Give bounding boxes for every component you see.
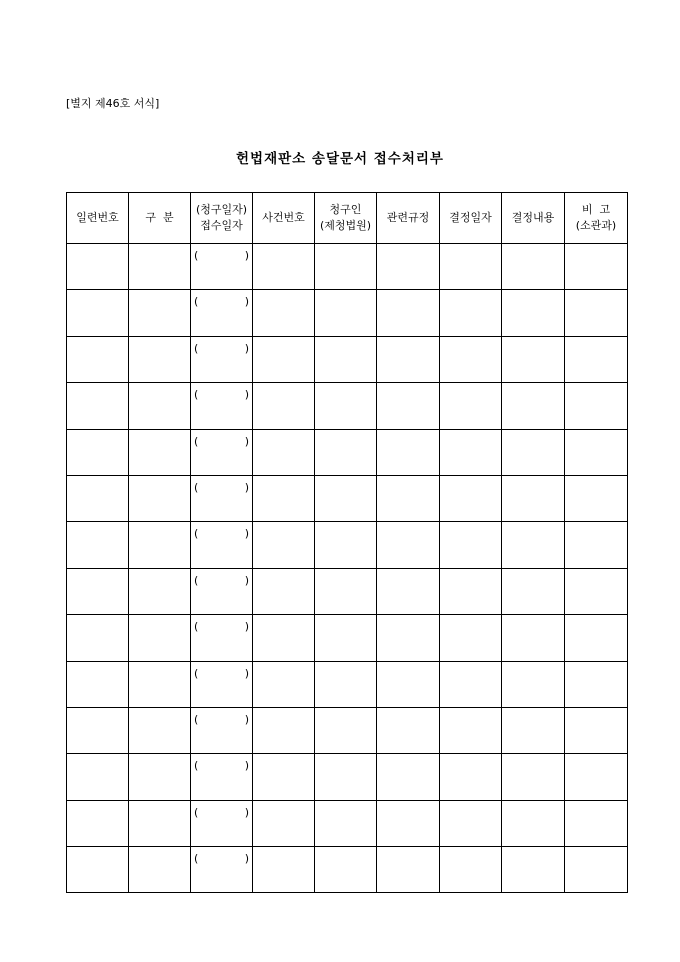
table-cell[interactable] — [565, 615, 628, 661]
table-cell[interactable] — [565, 383, 628, 429]
col-related-provisions: 관련규정 — [377, 193, 440, 244]
table-cell[interactable] — [129, 754, 191, 800]
table-cell[interactable] — [253, 383, 315, 429]
table-cell[interactable] — [502, 707, 565, 753]
table-cell[interactable] — [377, 568, 440, 614]
ledger-table — [66, 192, 628, 893]
table-cell[interactable] — [129, 522, 191, 568]
table-cell[interactable] — [377, 707, 440, 753]
table-cell[interactable] — [191, 429, 253, 475]
paren-close: ) — [244, 759, 249, 773]
table-cell[interactable] — [253, 754, 315, 800]
table-cell[interactable] — [67, 383, 129, 429]
table-cell[interactable] — [377, 800, 440, 846]
table-cell[interactable] — [565, 475, 628, 521]
table-cell[interactable] — [129, 244, 191, 290]
table-cell[interactable] — [440, 707, 502, 753]
claim-date-parentheses — [191, 754, 252, 774]
claim-date-parentheses — [191, 615, 252, 635]
claim-date-parentheses — [191, 569, 252, 589]
table-cell[interactable] — [377, 383, 440, 429]
paren-open: ( — [194, 249, 199, 262]
table-cell[interactable] — [565, 707, 628, 753]
table-cell[interactable] — [315, 707, 377, 753]
table-cell[interactable] — [440, 661, 502, 707]
table-cell[interactable] — [129, 661, 191, 707]
table-cell[interactable] — [191, 522, 253, 568]
col-receipt-date: (청구일자) 접수일자 — [191, 193, 253, 244]
table-cell[interactable] — [315, 244, 377, 290]
claim-date-parentheses — [191, 662, 252, 682]
header-row — [67, 193, 628, 244]
table-cell[interactable] — [565, 847, 628, 893]
claim-date-parentheses — [191, 801, 252, 821]
table-cell[interactable] — [67, 475, 129, 521]
table-row — [67, 336, 628, 382]
paren-close: ) — [244, 341, 249, 355]
table-row — [67, 475, 628, 521]
paren-close: ) — [244, 620, 249, 634]
table-cell[interactable] — [315, 847, 377, 893]
table-cell[interactable] — [440, 800, 502, 846]
table-cell[interactable] — [502, 383, 565, 429]
paren-open: ( — [194, 434, 199, 448]
table-row — [67, 244, 628, 290]
col-case-number: 사건번호 — [253, 193, 315, 244]
table-cell[interactable] — [377, 336, 440, 382]
table-cell[interactable] — [67, 661, 129, 707]
table-cell[interactable] — [253, 244, 315, 290]
table-cell[interactable] — [377, 429, 440, 475]
table-cell[interactable] — [565, 754, 628, 800]
table-cell[interactable] — [315, 522, 377, 568]
table-cell[interactable] — [191, 568, 253, 614]
table-row — [67, 568, 628, 614]
col-decision-date: 결정일자 — [440, 193, 502, 244]
table-cell[interactable] — [440, 568, 502, 614]
paren-close: ) — [244, 666, 249, 680]
table-cell[interactable] — [565, 568, 628, 614]
table-cell[interactable] — [253, 847, 315, 893]
table-cell[interactable] — [253, 475, 315, 521]
table-cell[interactable] — [315, 429, 377, 475]
table-cell[interactable] — [315, 336, 377, 382]
table-row — [67, 429, 628, 475]
table-cell[interactable] — [129, 800, 191, 846]
table-cell[interactable] — [502, 290, 565, 336]
page-title: 헌법재판소 송달문서 접수처리부 — [236, 151, 444, 167]
table-cell[interactable] — [253, 707, 315, 753]
table-cell[interactable] — [191, 847, 253, 893]
paren-open: ( — [194, 805, 199, 819]
table-cell[interactable] — [129, 568, 191, 614]
col-serial-number: 일련번호 — [67, 193, 129, 244]
table-cell[interactable] — [377, 244, 440, 290]
claim-date-parentheses — [191, 244, 252, 264]
paren-open: ( — [194, 388, 199, 402]
paren-open: ( — [194, 341, 199, 355]
paren-close: ) — [244, 249, 249, 262]
table-cell[interactable] — [502, 244, 565, 290]
table-cell[interactable] — [565, 336, 628, 382]
table-row — [67, 383, 628, 429]
table-row — [67, 290, 628, 336]
table-row — [67, 522, 628, 568]
table-cell[interactable] — [502, 568, 565, 614]
table-cell[interactable] — [315, 615, 377, 661]
table-cell[interactable] — [440, 429, 502, 475]
table-cell[interactable] — [440, 615, 502, 661]
table-cell[interactable] — [565, 661, 628, 707]
claim-date-parentheses — [191, 847, 252, 867]
table-cell[interactable] — [565, 800, 628, 846]
paren-close: ) — [244, 480, 249, 494]
claim-date-parentheses — [191, 383, 252, 403]
table-cell[interactable] — [315, 754, 377, 800]
table-cell[interactable] — [67, 522, 129, 568]
table-cell[interactable] — [502, 336, 565, 382]
table-cell[interactable] — [315, 290, 377, 336]
table-cell[interactable] — [315, 568, 377, 614]
paren-open: ( — [194, 573, 199, 587]
paren-close: ) — [244, 852, 249, 866]
claim-date-parentheses — [191, 522, 252, 542]
form-label: [별지 제46호 서식] — [66, 97, 160, 110]
table-cell[interactable] — [67, 847, 129, 893]
paren-open: ( — [194, 527, 199, 541]
table-cell[interactable] — [67, 290, 129, 336]
table-cell[interactable] — [253, 568, 315, 614]
table-cell[interactable] — [502, 429, 565, 475]
col-category: 구 분 — [129, 193, 191, 244]
table-cell[interactable] — [565, 522, 628, 568]
table-cell[interactable] — [253, 336, 315, 382]
table-cell[interactable] — [129, 615, 191, 661]
table-cell[interactable] — [377, 661, 440, 707]
table-cell[interactable] — [191, 383, 253, 429]
table-cell[interactable] — [440, 244, 502, 290]
paren-close: ) — [244, 712, 249, 726]
table-cell[interactable] — [440, 383, 502, 429]
table-cell[interactable] — [502, 754, 565, 800]
table-cell[interactable] — [253, 800, 315, 846]
table-cell[interactable] — [67, 244, 129, 290]
paren-open: ( — [194, 712, 199, 726]
table-cell[interactable] — [129, 383, 191, 429]
paren-close: ) — [244, 527, 249, 541]
table-cell[interactable] — [315, 475, 377, 521]
paren-close: ) — [244, 388, 249, 402]
table-cell[interactable] — [377, 290, 440, 336]
table-cell[interactable] — [67, 754, 129, 800]
table-row — [67, 707, 628, 753]
paren-open: ( — [194, 295, 199, 309]
table-cell[interactable] — [191, 244, 253, 290]
table-row — [67, 847, 628, 893]
table-cell[interactable] — [129, 475, 191, 521]
paren-open: ( — [194, 666, 199, 680]
paren-open: ( — [194, 759, 199, 773]
table-cell[interactable] — [377, 475, 440, 521]
paren-close: ) — [244, 805, 249, 819]
table-cell[interactable] — [315, 800, 377, 846]
table-cell[interactable] — [377, 847, 440, 893]
table-cell[interactable] — [191, 800, 253, 846]
table-cell[interactable] — [129, 707, 191, 753]
table-cell[interactable] — [440, 754, 502, 800]
table-cell[interactable] — [502, 661, 565, 707]
table-cell[interactable] — [191, 615, 253, 661]
table-cell[interactable] — [440, 336, 502, 382]
paren-open: ( — [194, 852, 199, 866]
table-cell[interactable] — [129, 429, 191, 475]
table-cell[interactable] — [191, 290, 253, 336]
table-cell[interactable] — [253, 522, 315, 568]
table-cell[interactable] — [565, 429, 628, 475]
claim-date-parentheses — [191, 708, 252, 728]
table-cell[interactable] — [565, 290, 628, 336]
table-cell[interactable] — [129, 847, 191, 893]
claim-date-parentheses — [191, 476, 252, 496]
table-cell[interactable] — [440, 290, 502, 336]
table-cell[interactable] — [502, 847, 565, 893]
table-cell[interactable] — [67, 336, 129, 382]
claim-date-parentheses — [191, 430, 252, 450]
table-cell[interactable] — [440, 847, 502, 893]
claim-date-parentheses — [191, 290, 252, 310]
table-cell[interactable] — [315, 383, 377, 429]
table-row — [67, 754, 628, 800]
table-cell[interactable] — [129, 336, 191, 382]
table-cell[interactable] — [191, 336, 253, 382]
col-petitioner: 청구인 (제청법원) — [315, 193, 377, 244]
table-cell[interactable] — [377, 522, 440, 568]
claim-date-parentheses — [191, 337, 252, 357]
table-cell[interactable] — [440, 522, 502, 568]
table-cell[interactable] — [377, 754, 440, 800]
table-cell[interactable] — [253, 661, 315, 707]
table-cell[interactable] — [191, 661, 253, 707]
table-cell[interactable] — [502, 800, 565, 846]
table-row — [67, 615, 628, 661]
table-cell[interactable] — [253, 429, 315, 475]
table-cell[interactable] — [67, 429, 129, 475]
table-cell[interactable] — [502, 522, 565, 568]
table-cell[interactable] — [315, 661, 377, 707]
paren-close: ) — [244, 295, 249, 309]
table-cell[interactable] — [377, 615, 440, 661]
paren-open: ( — [194, 480, 199, 494]
table-cell[interactable] — [67, 568, 129, 614]
table-row — [67, 661, 628, 707]
col-remarks: 비 고 (소관과) — [565, 193, 628, 244]
table-cell[interactable] — [253, 290, 315, 336]
paren-close: ) — [244, 573, 249, 587]
table-cell[interactable] — [253, 615, 315, 661]
table-cell[interactable] — [191, 707, 253, 753]
table-cell[interactable] — [191, 475, 253, 521]
table-cell[interactable] — [129, 290, 191, 336]
table-cell[interactable] — [191, 754, 253, 800]
col-decision-content: 결정내용 — [502, 193, 565, 244]
table-cell[interactable] — [565, 244, 628, 290]
table-cell[interactable] — [67, 800, 129, 846]
paren-close: ) — [244, 434, 249, 448]
paren-open: ( — [194, 620, 199, 634]
table-cell[interactable] — [440, 475, 502, 521]
table-row — [67, 800, 628, 846]
table-cell[interactable] — [67, 615, 129, 661]
table-cell[interactable] — [67, 707, 129, 753]
table-cell[interactable] — [502, 615, 565, 661]
table-cell[interactable] — [502, 475, 565, 521]
